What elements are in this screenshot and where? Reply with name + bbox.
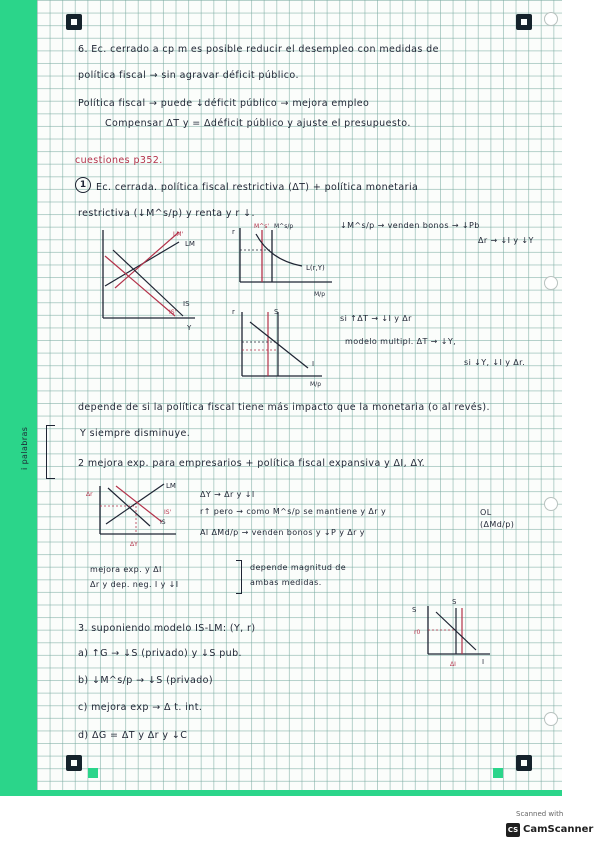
note: mejora exp. y ΔI bbox=[90, 565, 162, 574]
r-label: r bbox=[232, 228, 235, 236]
r-label: r0 bbox=[414, 629, 421, 636]
binder-hole-icon bbox=[544, 276, 558, 290]
binder-hole-icon bbox=[544, 12, 558, 26]
is-label: IS bbox=[160, 519, 166, 526]
note: ambas medidas. bbox=[250, 578, 322, 587]
s-axis-label: S bbox=[412, 606, 417, 614]
lm-label: LM bbox=[166, 482, 176, 490]
text-line: b) ↓M^s/p → ↓S (privado) bbox=[78, 675, 213, 686]
corner-marker-top-right-icon bbox=[516, 14, 532, 30]
dy-label: ΔY bbox=[130, 541, 138, 548]
green-square-icon bbox=[88, 768, 98, 778]
camscanner-wordmark: CamScanner bbox=[523, 824, 594, 835]
text-line: Política fiscal → puede ↓déficit público → mejora empleo bbox=[78, 98, 370, 109]
savings-investment-diagram-q3 bbox=[410, 600, 500, 672]
camscanner-brand bbox=[506, 822, 593, 837]
camscanner-badge bbox=[506, 810, 592, 840]
is-label: IS bbox=[183, 300, 190, 308]
ms-p-label: M^s/p bbox=[274, 223, 294, 230]
text-line: a) ↑G → ↓S (privado) y ↓S pub. bbox=[78, 648, 242, 659]
note: Al ΔMd/p → venden bonos y ↓P y Δr y bbox=[200, 528, 365, 537]
ms-prime-label: M^s' bbox=[254, 223, 269, 230]
s-label: S bbox=[452, 598, 457, 606]
corner-marker-bottom-left-icon bbox=[66, 755, 82, 771]
note: ΔY → Δr y ↓I bbox=[200, 490, 255, 499]
note: modelo multipl. ΔT → ↓Y, bbox=[345, 337, 457, 346]
dr-label: Δr bbox=[86, 491, 93, 498]
note: Δr → ↓I y ↓Y bbox=[478, 236, 534, 245]
text-line: 2 mejora exp. para empresarios + política fiscal expansiva y ΔI, ΔY. bbox=[78, 458, 426, 469]
savings-investment-diagram bbox=[232, 304, 332, 389]
lm-prime-label: LM' bbox=[173, 231, 184, 238]
note: OL bbox=[480, 508, 492, 517]
mp-axis-label: M/p bbox=[314, 291, 326, 298]
di-label: ΔI bbox=[450, 661, 456, 668]
note: (ΔMd/p) bbox=[480, 520, 515, 529]
note: ↓M^s/p → venden bonos → ↓Pb bbox=[340, 221, 480, 230]
note: Δr y dep. neg. I y ↓I bbox=[90, 580, 179, 589]
s-label: S bbox=[274, 308, 279, 316]
is-lm-diagram bbox=[95, 228, 205, 333]
text-line: 6. Ec. cerrado a cp m es posible reducir el desempleo con medidas de bbox=[78, 44, 439, 55]
note: si ↓Y, ↓I y Δr. bbox=[464, 358, 526, 367]
section-heading: cuestiones p352. bbox=[75, 155, 163, 166]
lm-label: LM bbox=[185, 240, 195, 248]
scanned-with-text: Scanned with bbox=[516, 810, 564, 818]
is-prime-label: IS' bbox=[164, 509, 172, 516]
corner-marker-top-left-icon bbox=[66, 14, 82, 30]
scan-border-bottom bbox=[0, 790, 562, 796]
corner-marker-bottom-right-icon bbox=[516, 755, 532, 771]
mp-axis-label: M/p bbox=[310, 381, 322, 388]
is-prime-label: IS' bbox=[169, 309, 177, 316]
binder-hole-icon bbox=[544, 712, 558, 726]
is-lm-diagram-q2 bbox=[80, 480, 190, 550]
text-line: 3. suponiendo modelo IS-LM: (Y, r) bbox=[78, 623, 256, 634]
text-line: restrictiva (↓M^s/p) y renta y r ↓. bbox=[78, 208, 255, 219]
bracket-icon bbox=[46, 425, 55, 479]
side-label: i palabras bbox=[20, 426, 29, 470]
text-line: depende de si la política fiscal tiene más impacto que la monetaria (o al revés). bbox=[78, 402, 490, 413]
text-line: d) ΔG = ΔT y Δr y ↓C bbox=[78, 730, 188, 741]
brace-icon bbox=[236, 560, 242, 594]
binder-hole-icon bbox=[544, 497, 558, 511]
y-axis-label: Y bbox=[187, 324, 192, 332]
text-line: Ec. cerrada. política fiscal restrictiva (ΔT) + política monetaria bbox=[96, 182, 419, 193]
text-line: Y siempre disminuye. bbox=[80, 428, 191, 439]
lr-label: L(r,Y) bbox=[306, 264, 325, 272]
r-label: r bbox=[232, 308, 235, 316]
text-line: política fiscal → sin agravar déficit público. bbox=[78, 70, 299, 81]
note: si ↑ΔT → ↓I y Δr bbox=[340, 314, 412, 323]
note: depende magnitud de bbox=[250, 563, 347, 572]
camscanner-logo-icon: CS bbox=[506, 823, 520, 837]
question-number-circle: 1 bbox=[75, 177, 91, 193]
i-label: I bbox=[312, 360, 315, 368]
green-square-icon bbox=[493, 768, 503, 778]
scan-border-left bbox=[0, 0, 37, 795]
i-label: I bbox=[482, 658, 485, 666]
text-line: c) mejora exp → Δ t. int. bbox=[78, 702, 203, 713]
note: r↑ pero → como M^s/p se mantiene y Δr y bbox=[200, 507, 387, 516]
money-market-diagram bbox=[230, 222, 340, 302]
text-line: Compensar ΔT y = Δdéficit público y ajuste el presupuesto. bbox=[105, 118, 411, 129]
